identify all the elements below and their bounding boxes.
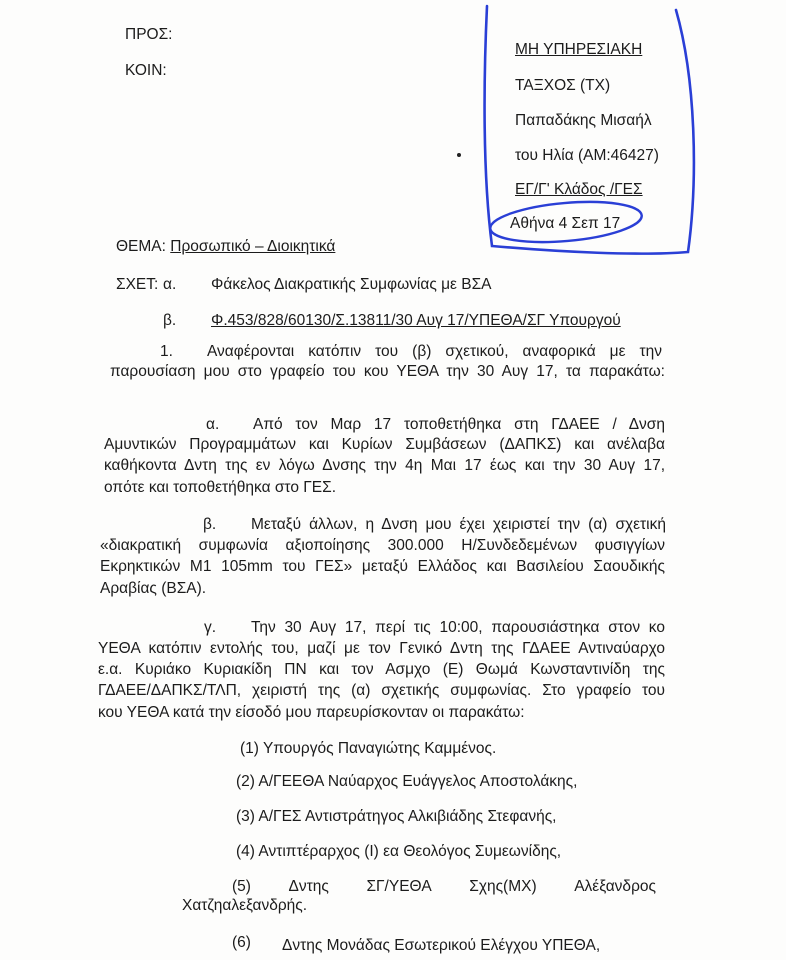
attendee-6-text: Δντης Μονάδας Εσωτερικού Ελέγχου ΥΠΕΘΑ, <box>282 937 601 954</box>
para-a-line: οπότε και τοποθετήθηκα στο ΓΕΣ. <box>104 479 337 496</box>
attendee-item-5 <box>232 878 656 896</box>
attendee-5-word: Αλέξανδρος <box>574 878 656 895</box>
para-c-marker: γ. <box>204 619 217 636</box>
para-c-line: ΥΕΘΑ κατόπιν εντολής του, μαζί με τον Γενικό Δντη της ΓΔΑΕΕ Αντιναύαρχο <box>98 640 665 657</box>
para-b-line: Εκρηκτικών Μ1 105mm του ΓΕΣ» μεταξύ Ελλάδος και Βασιλείου Σαουδικής <box>100 558 665 575</box>
para-a-marker: α. <box>206 416 220 433</box>
subject-value: Προσωπικό – Διοικητικά <box>170 238 336 255</box>
sender-name: Παπαδάκης Μισαήλ <box>515 112 652 129</box>
sender-father: του Ηλία (ΑΜ:46427) <box>515 147 659 164</box>
attendee-item: (3) Α/ΓΕΣ Αντιστράτηγος Αλκιβιάδης Στεφανής, <box>236 808 557 825</box>
attendee-5-line2: Χατζηαλεξανδρής. <box>182 897 308 914</box>
reference-b-text: Φ.453/828/60130/Σ.13811/30 Αυγ 17/ΥΠΕΘΑ/ΣΓ Υπουργού <box>211 312 621 329</box>
attendee-5-number: (5) <box>232 878 251 895</box>
attendee-6-number: (6) <box>232 934 251 951</box>
attendee-5-word: ΣΓ/ΥΕΘΑ <box>366 878 432 895</box>
para-c-line: Την 30 Αυγ 17, περί τις 10:00, παρουσιάστηκα στον κο <box>251 619 665 636</box>
para-b-marker: β. <box>203 516 217 533</box>
para-a-line: καθήκοντα Δντη της εν λόγω Δνσης την 4η Μαι 17 έως και την 30 Αυγ 17, <box>104 457 665 474</box>
reference-a-text: Φάκελος Διακρατικής Συμφωνίας με ΒΣΑ <box>211 276 492 293</box>
para-c-line: ΓΔΑΕΕ/ΔΑΠΚΣ/ΤΛΠ, χειριστή της (α) σχετικής συμφωνίας. Στο γραφείο του <box>98 682 665 699</box>
attendee-item: (2) Α/ΓΕΕΘΑ Ναύαρχος Ευάγγελος Αποστολάκης, <box>236 773 578 790</box>
para1-marker: 1. <box>160 343 173 360</box>
para-b-line: «διακρατική συμφωνία αξιοποίησης 300.000 Η/Συνδεδεμένων φυσιγγίων <box>100 537 665 554</box>
subject-line <box>116 238 335 256</box>
document-date: Αθήνα 4 Σεπ 17 <box>510 215 621 232</box>
para-b-line: Μεταξύ άλλων, η Δνση μου έχει χειριστεί την (α) σχετική <box>251 516 666 533</box>
para-b-line: Αραβίας (ΒΣΑ). <box>100 580 207 597</box>
para-c-line: ε.α. Κυριάκο Κυριακίδη ΠΝ και τον Ασμχο (Ε) Θωμά Κωνσταντινίδη της <box>98 661 665 678</box>
ink-dot <box>457 153 461 157</box>
subject-label: ΘΕΜΑ: <box>116 238 166 255</box>
reference-a-marker: α. <box>163 276 177 293</box>
references-label: ΣΧΕΤ: <box>116 276 159 293</box>
para1-line: παρουσίαση μου στο γραφείο του κου ΥΕΘΑ την 30 Αυγ 17, τα παρακάτω: <box>110 363 665 380</box>
para-a-line: Από τον Μαρ 17 τοποθετήθηκα στη ΓΔΑΕΕ / Δνση <box>253 416 665 433</box>
attendee-item: (1) Υπουργός Παναγιώτης Καμμένος. <box>240 740 497 757</box>
attendee-5-word: Σχης(ΜΧ) <box>469 878 537 895</box>
sender-unit: ΕΓ/Γ' Κλάδος /ΓΕΣ <box>515 181 643 198</box>
reference-b-marker: β. <box>163 312 177 329</box>
para-a-line: Αμυντικών Προγραμμάτων και Κυρίων Συμβάσεων (ΔΑΠΚΣ) και ανέλαβα <box>104 436 665 453</box>
to-label: ΠΡΟΣ: <box>125 26 173 43</box>
sender-rank: ΤΑΞΧΟΣ (ΤΧ) <box>515 77 611 94</box>
cc-label: ΚΟΙΝ: <box>125 62 167 79</box>
attendee-5-word: Δντης <box>288 878 329 895</box>
classification-heading: ΜΗ ΥΠΗΡΕΣΙΑΚΗ <box>515 41 643 58</box>
para1-line: Αναφέρονται κατόπιν του (β) σχετικού, αναφορικά με την <box>207 343 662 360</box>
para-c-line: κου ΥΕΘΑ κατά την είσοδό μου παρευρίσκονταν οι παρακάτω: <box>98 704 525 721</box>
attendee-item: (4) Αντιπτέραρχος (Ι) εα Θεολόγος Συμεωνίδης, <box>236 843 562 860</box>
